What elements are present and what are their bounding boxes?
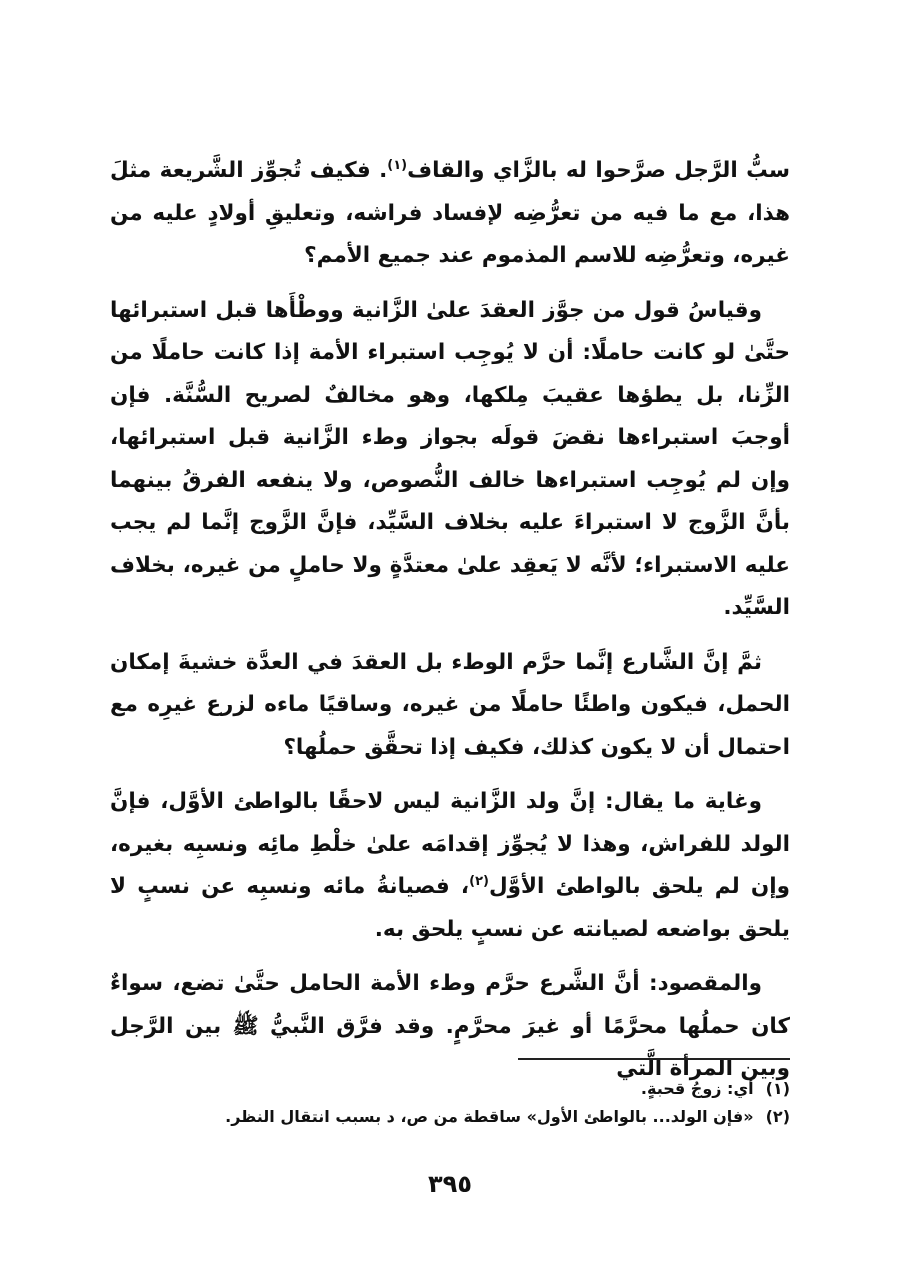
footnotes [110,1075,790,1131]
paragraph-4 [110,781,790,951]
paragraph-5: والمقصود: أنَّ الشَّرع حرَّم وطء الأمة الحامل حتَّىٰ تضع، سواءٌ كان حملُها محرَّمًا أو غيرَ محرَّمٍ. وقد فرَّق النَّبيُّ ﷺ بين الرَّجل وبين المرأة الَّتي [110,971,790,1081]
footnote-2 [110,1103,790,1131]
footnote-divider [518,1058,790,1060]
paragraph-1 [110,150,790,278]
footnote-1 [110,1075,790,1103]
page-body [110,150,790,1103]
footnote-2-number: (٢) [765,1107,790,1126]
paragraph-4-part-b: ، فصيانةُ مائه ونسبِه عن نسبٍ لا يلحق بواضعه لصيانته عن نسبٍ يلحق به. [110,874,790,942]
footnote-1-text: أي: زوجُ قحبةٍ. [640,1079,754,1098]
paragraph-3: ثمَّ إنَّ الشَّارع إنَّما حرَّم الوطء بل العقدَ في العدَّة خشيةَ إمكان الحمل، فيكون واطئًا حاملًا من غيره، وساقيًا ماءه لزرع غيرِه مع احتمال أن لا يكون كذلك، فكيف إذا تحقَّق حملُها؟ [110,649,790,760]
paragraph-1-part-b: . فكيف تُجوِّز الشَّريعة مثلَ هذا، مع ما فيه من تعرُّضِه لإفساد فراشه، وتعليقِ أولادٍ عليه من غيره، وتعرُّضِه للاسم المذموم عند جميع الأمم؟ [110,158,790,268]
paragraph-2: وقياسُ قول من جوَّز العقدَ علىٰ الزَّانية ووطْأَها قبل استبرائها حتَّىٰ لو كانت حاملًا: أن لا يُوجِب استبراء الأمة إذا كانت حاملًا من الزِّنا، بل يطؤها عقيبَ مِلكها، وهو مخالفٌ لصريح السُّنَّة. فإن أوجبَ استبراءها نقضَ قولَه بجواز وطء الزَّانية قبل استبرائها، وإن لم يُوجِب استبراءها خالف النُّصوص، ولا ينفعه الفرقُ بينهما بأنَّ الزَّوج لا استبراءَ عليه بخلاف السَّيِّد، فإنَّ الزَّوج إنَّما لم يجب عليه الاستبراء؛ لأنَّه لا يَعقِد علىٰ معتدَّةٍ ولا حاملٍ من غيره، بخلاف السَّيِّد. [110,297,790,620]
footnote-ref-2[interactable]: (٢) [469,873,489,889]
paragraph-4-part-a: وغاية ما يقال: إنَّ ولد الزَّانية ليس لاحقًا بالواطئ الأوَّل، فإنَّ الولد للفراش، وهذا لا يُجوِّز إقدامَه علىٰ خلْطِ مائِه ونسبِه بغيره، وإن لم يلحق بالواطئ الأوَّل [110,789,791,899]
page-number: ٣٩٥ [428,1170,472,1198]
footnote-2-text: «فإن الولد... بالواطئ الأول» ساقطة من ص، د بسبب انتقال النظر. [225,1107,754,1126]
footnote-1-number: (١) [765,1079,790,1098]
paragraph-1-part-a: سبُّ الرَّجل صرَّحوا له بالزَّاي والقاف [407,158,791,183]
footnote-ref-1[interactable]: (١) [387,157,408,173]
